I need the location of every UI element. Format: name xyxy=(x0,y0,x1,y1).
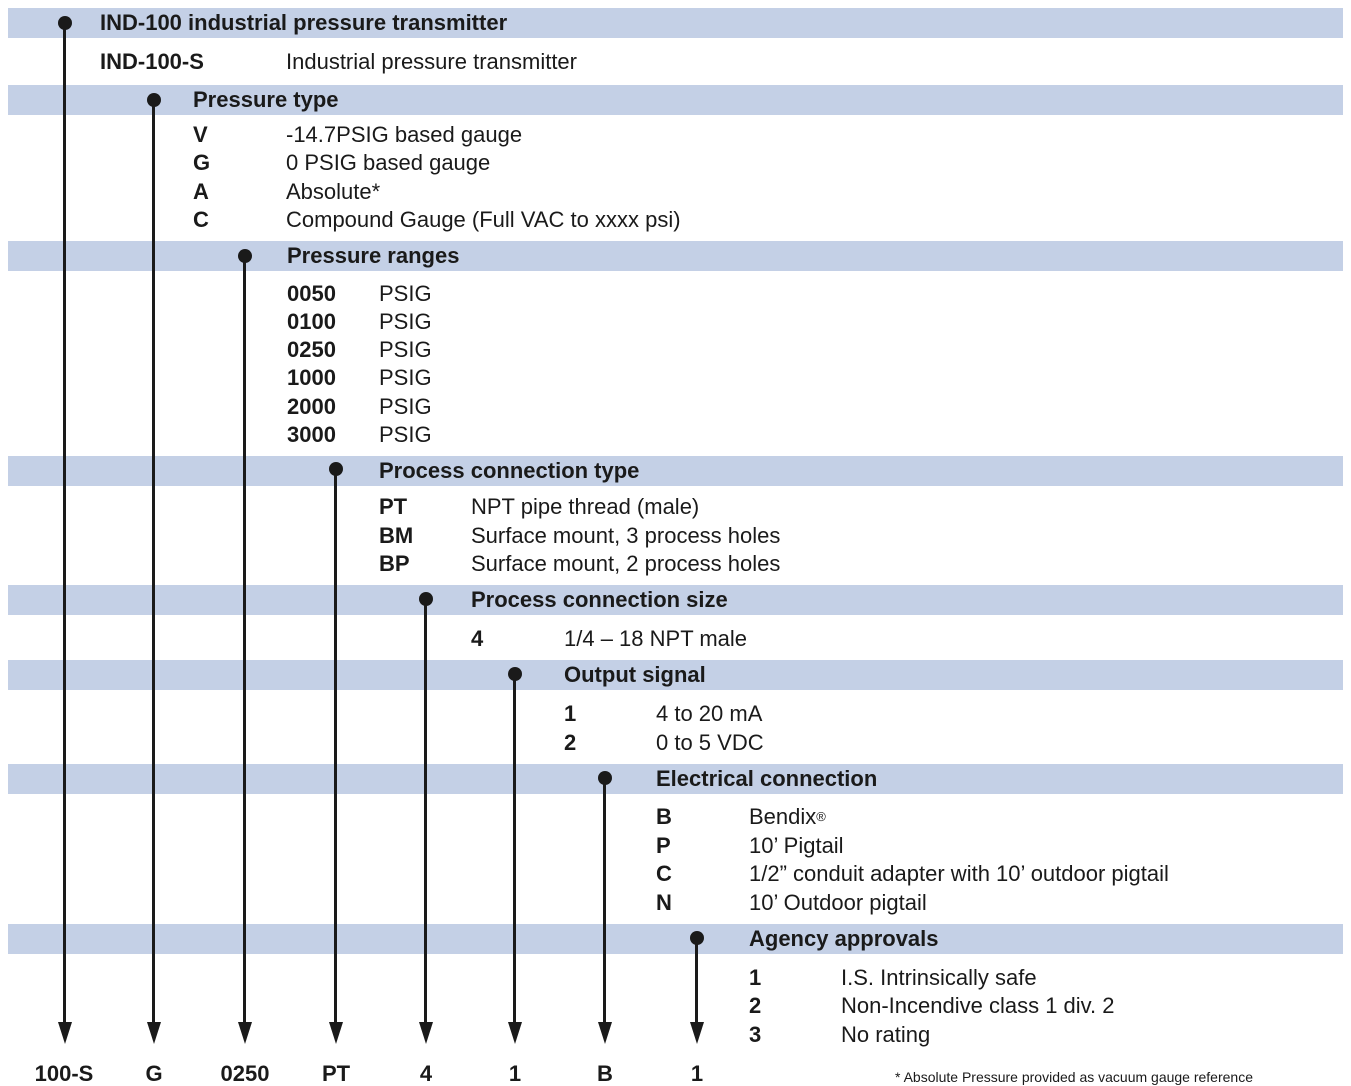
arrowhead-down-icon xyxy=(147,1022,161,1044)
example-code-output-signal: 1 xyxy=(508,1061,522,1086)
option-description: 0 to 5 VDC xyxy=(656,730,764,755)
option-code: 4 xyxy=(471,626,484,651)
section-title-connection-size: Process connection size xyxy=(471,587,728,612)
option-code: P xyxy=(656,833,671,858)
option-code: N xyxy=(656,890,672,915)
option-description: PSIG xyxy=(379,281,432,306)
option-description: 0 PSIG based gauge xyxy=(286,150,491,175)
option-code: 3000 xyxy=(287,422,336,447)
option-code: 2 xyxy=(749,993,762,1018)
bullet-dot xyxy=(598,771,612,785)
option-code: G xyxy=(193,150,211,175)
option-code: 0250 xyxy=(287,337,336,362)
registered-mark: ® xyxy=(816,809,826,824)
example-code-connection-type: PT xyxy=(321,1061,351,1086)
option-description: No rating xyxy=(841,1022,931,1047)
option-description: I.S. Intrinsically safe xyxy=(841,965,1037,990)
option-description: 10’ Pigtail xyxy=(749,833,844,858)
code-line-output-signal xyxy=(513,674,516,1029)
code-line-connection-type xyxy=(334,469,337,1029)
example-code-pressure-type: G xyxy=(145,1061,163,1086)
option-description xyxy=(749,806,826,828)
bullet-dot xyxy=(419,592,433,606)
arrowhead-down-icon xyxy=(58,1022,72,1044)
code-line-pressure-type xyxy=(152,100,155,1029)
option-code: C xyxy=(193,207,209,232)
option-code: PT xyxy=(379,494,408,519)
example-code-model: 100-S xyxy=(34,1061,94,1086)
option-description: PSIG xyxy=(379,365,432,390)
bullet-dot xyxy=(508,667,522,681)
bullet-dot xyxy=(147,93,161,107)
option-description-text: Bendix xyxy=(749,804,817,829)
example-code-electrical: B xyxy=(597,1061,613,1086)
option-description: Non-Incendive class 1 div. 2 xyxy=(841,993,1115,1018)
arrowhead-down-icon xyxy=(598,1022,612,1044)
option-description: Absolute* xyxy=(286,179,381,204)
option-code: 1 xyxy=(749,965,762,990)
bullet-dot xyxy=(58,16,72,30)
option-code: 1000 xyxy=(287,365,336,390)
header-band-connection-type xyxy=(8,456,1343,486)
option-description: NPT pipe thread (male) xyxy=(471,494,700,519)
option-code: 2 xyxy=(564,730,577,755)
option-description: 4 to 20 mA xyxy=(656,701,763,726)
option-description: PSIG xyxy=(379,394,432,419)
arrowhead-down-icon xyxy=(419,1022,433,1044)
option-description: -14.7PSIG based gauge xyxy=(286,122,523,147)
header-band-pressure-ranges xyxy=(8,241,1343,271)
bullet-dot xyxy=(238,249,252,263)
section-title-electrical: Electrical connection xyxy=(656,766,878,791)
option-code: A xyxy=(193,179,209,204)
arrowhead-down-icon xyxy=(329,1022,343,1044)
arrowhead-down-icon xyxy=(508,1022,522,1044)
model-description: Industrial pressure transmitter xyxy=(286,49,577,74)
option-description: PSIG xyxy=(379,309,432,334)
code-line-model xyxy=(63,23,66,1029)
code-line-connection-size xyxy=(424,599,427,1029)
example-code-connection-size: 4 xyxy=(419,1061,433,1086)
option-description: Surface mount, 2 process holes xyxy=(471,551,781,576)
option-description: PSIG xyxy=(379,422,432,447)
bullet-dot xyxy=(690,931,704,945)
code-line-electrical xyxy=(603,778,606,1029)
section-title-pressure-ranges: Pressure ranges xyxy=(287,243,460,268)
header-band-agency xyxy=(8,924,1343,954)
option-code: C xyxy=(656,861,672,886)
option-code: 0050 xyxy=(287,281,336,306)
code-line-agency xyxy=(695,938,698,1029)
section-title-output-signal: Output signal xyxy=(564,662,706,687)
option-code: V xyxy=(193,122,208,147)
option-description: 10’ Outdoor pigtail xyxy=(749,890,927,915)
option-code: 3 xyxy=(749,1022,762,1047)
arrowhead-down-icon xyxy=(238,1022,252,1044)
option-description: PSIG xyxy=(379,337,432,362)
arrowhead-down-icon xyxy=(690,1022,704,1044)
page-title: IND-100 industrial pressure transmitter xyxy=(100,10,508,35)
option-code: 2000 xyxy=(287,394,336,419)
code-line-pressure-range xyxy=(243,256,246,1029)
section-title-pressure-type: Pressure type xyxy=(193,87,339,112)
option-description: 1/2” conduit adapter with 10’ outdoor pigtail xyxy=(749,861,1169,886)
option-code: 0100 xyxy=(287,309,336,334)
section-title-agency: Agency approvals xyxy=(749,926,939,951)
option-code: B xyxy=(656,804,672,829)
option-description: Compound Gauge (Full VAC to xxxx psi) xyxy=(286,207,681,232)
model-code: IND-100-S xyxy=(100,49,204,74)
option-description: 1/4 – 18 NPT male xyxy=(564,626,748,651)
option-code: 1 xyxy=(564,701,577,726)
option-code: BM xyxy=(379,523,414,548)
footnote: * Absolute Pressure provided as vacuum gauge reference xyxy=(895,1069,1253,1085)
section-title-connection-type: Process connection type xyxy=(379,458,640,483)
example-code-pressure-range: 0250 xyxy=(220,1061,270,1086)
bullet-dot xyxy=(329,462,343,476)
option-code: BP xyxy=(379,551,410,576)
option-description: Surface mount, 3 process holes xyxy=(471,523,781,548)
example-code-agency: 1 xyxy=(690,1061,704,1086)
